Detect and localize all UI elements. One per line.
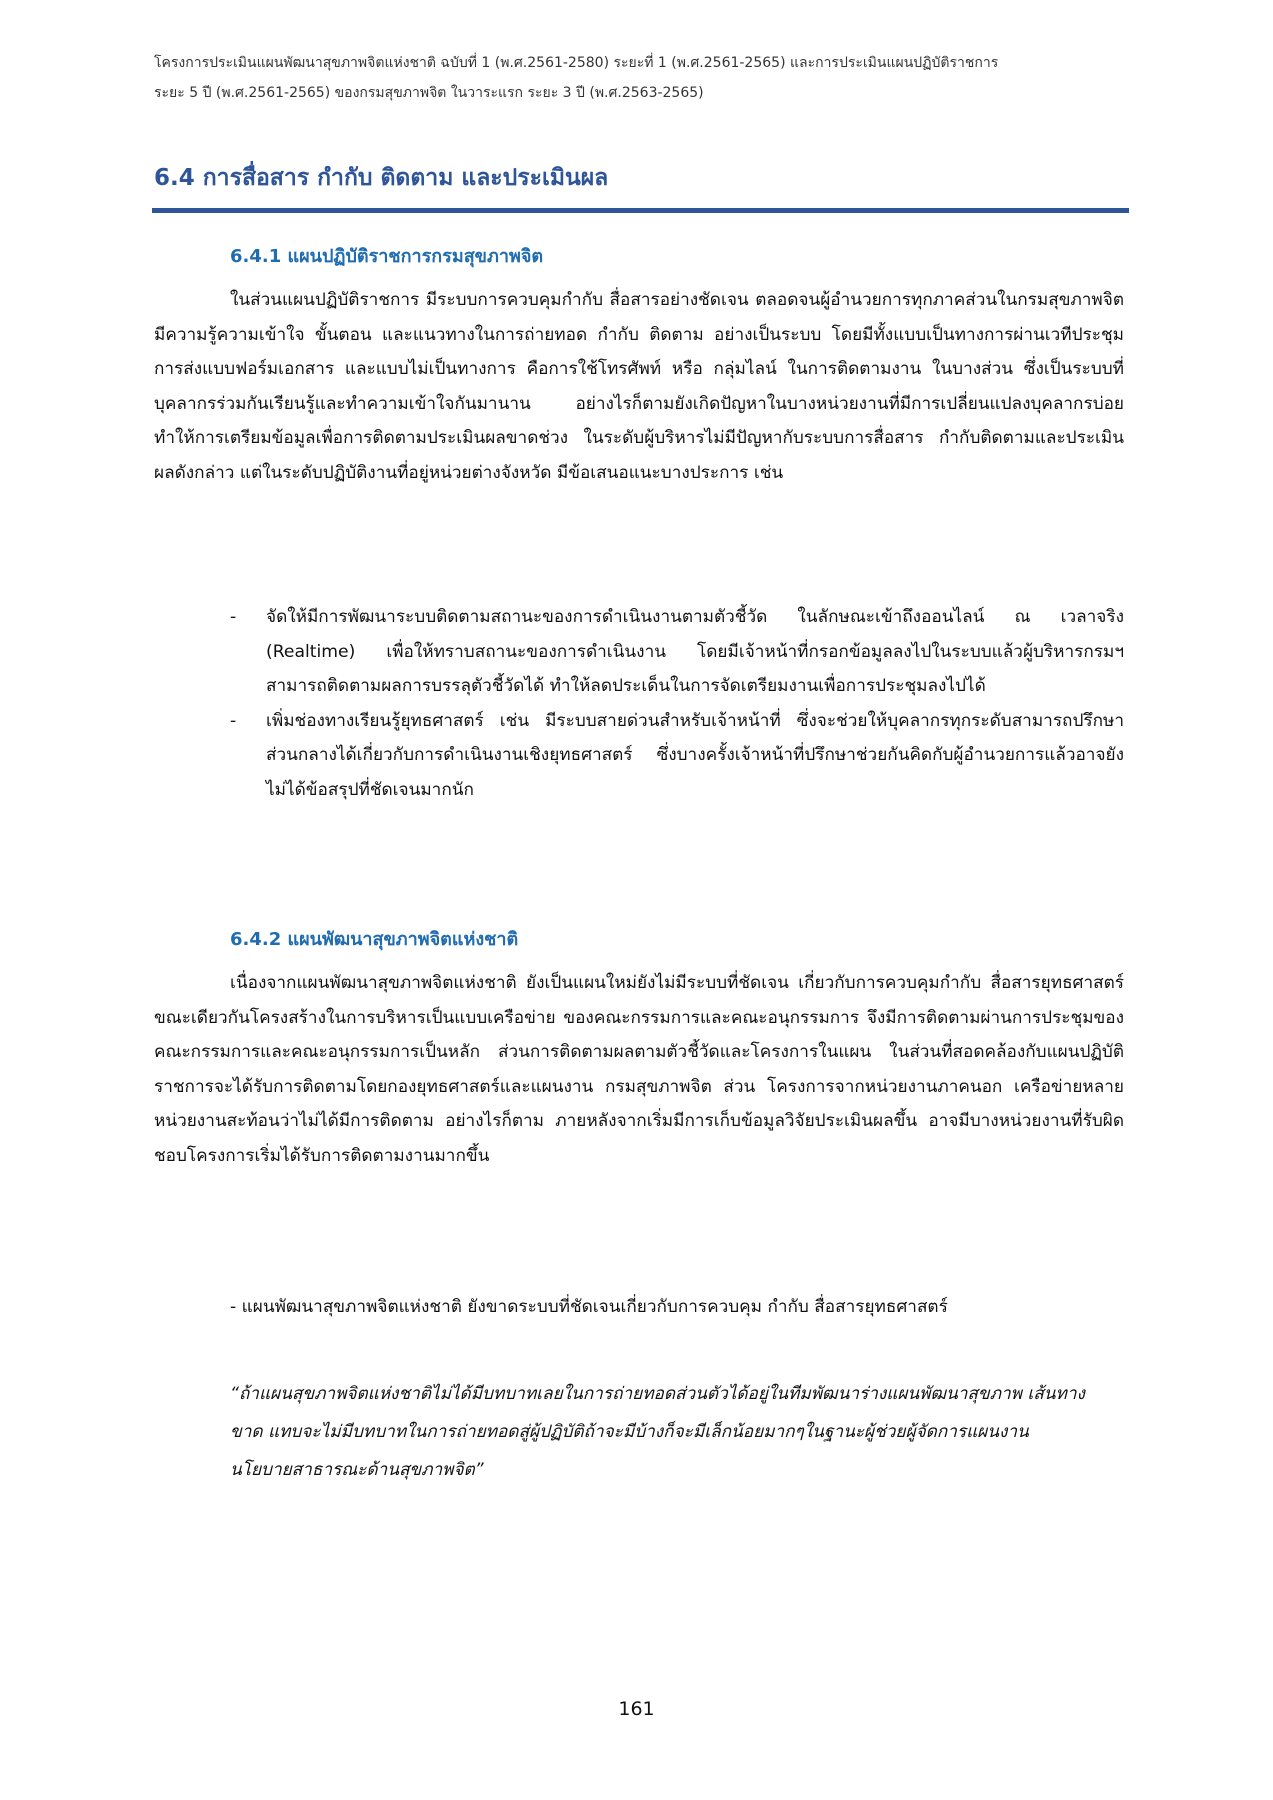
- subsection-1-paragraph: [154, 283, 1124, 490]
- subsection-2-paragraph: [154, 966, 1124, 1173]
- section-title: 6.4 การสื่อสาร กำกับ ติดตาม และประเมินผล: [154, 165, 609, 191]
- bullet-dash: -: [230, 607, 237, 627]
- bullet-text: เพิ่มช่องทางเรียนรู้ยุทธศาสตร์ เช่น มีระบบสายด่วนสำหรับเจ้าหน้าที่ ซึ่งจะช่วยให้บุคลากรทุกระดับสามารถปรึกษาส่วนกลางได้เกี่ยวกับการดำเนินงานเชิงยุทธศาสตร์ ซึ่งบางครั้งเจ้าหน้าที่ปรึกษาช่วยกันคิดกับผู้อำนวยการแล้วอาจยังไม่ได้ข้อสรุปที่ชัดเจนมากนัก: [266, 710, 1124, 800]
- running-header-line-1: โครงการประเมินแผนพัฒนาสุขภาพจิตแห่งชาติ ฉบับที่ 1 (พ.ศ.2561-2580) ระยะที่ 1 (พ.ศ.2561-2565) และการประเมินแผนปฏิบัติราชการ: [154, 55, 999, 71]
- subsection-2-paragraph-text: เนื่องจากแผนพัฒนาสุขภาพจิตแห่งชาติ ยังเป็นแผนใหม่ยังไม่มีระบบที่ชัดเจน เกี่ยวกับการควบคุมกำกับ สื่อสารยุทธศาสตร์ ขณะเดียวกันโครงสร้างในการบริหารเป็นแบบเครือข่าย ของคณะกรรมการและคณะอนุกรรมการ จึงมีการติดตามผ่านการประชุมของคณะกรรมการและคณะอนุกรรมการเป็นหลัก ส่วนการติดตามผลตามตัวชี้วัดและโครงการในแผน ในส่วนที่สอดคล้องกับแผนปฏิบัติราชการจะได้รับการติดตามโดยกองยุทธศาสตร์และแผนงาน กรมสุขภาพจิต ส่วน โครงการจากหน่วยงานภาคนอก เครือข่ายหลายหน่วยงานสะท้อนว่าไม่ได้มีการติดตาม อย่างไรก็ตาม ภายหลังจากเริ่มมีการเก็บข้อมูลวิจัยประเมินผลขึ้น อาจมีบางหน่วยงานที่รับผิดชอบโครงการเริ่มได้รับการติดตามงานมากขึ้น: [154, 973, 1124, 1166]
- page-number: 161: [618, 1698, 655, 1720]
- interview-quote: “ถ้าแผนสุขภาพจิตแห่งชาติไม่ได้มีบทบาทเลยในการถ่ายทอดส่วนตัวได้อยู่ในทีมพัฒนาร่างแผนพัฒนาสุขภาพ เส้นทางขาด แทบจะไม่มีบทบาทในการถ่ายทอดสู่ผู้ปฏิบัติถ้าจะมีบ้างก็จะมีเล็กน้อยมากๆในฐานะผู้ช่วยผู้จัดการแผนงานนโยบายสาธารณะด้านสุขภาพจิต”: [230, 1384, 1085, 1480]
- subsection-1-paragraph-text: ในส่วนแผนปฏิบัติราชการ มีระบบการควบคุมกำกับ สื่อสารอย่างชัดเจน ตลอดจนผู้อำนวยการทุกภาคส่วนในกรมสุขภาพจิตมีความรู้ความเข้าใจ ขั้นตอน และแนวทางในการถ่ายทอด กำกับ ติดตาม อย่างเป็นระบบ โดยมีทั้งแบบเป็นทางการผ่านเวทีประชุม การส่งแบบฟอร์มเอกสาร และแบบไม่เป็นทางการ คือการใช้โทรศัพท์ หรือ กลุ่มไลน์ ในการติดตามงาน ในบางส่วน ซึ่งเป็นระบบที่บุคลากรร่วมกันเรียนรู้และทำความเข้าใจกันมานาน อย่างไรก็ตามยังเกิดปัญหาในบางหน่วยงานที่มีการเปลี่ยนแปลงบุคลากรบ่อย ทำให้การเตรียมข้อมูลเพื่อการติดตามประเมินผลขาดช่วง ในระดับผู้บริหารไม่มีปัญหากับระบบการสื่อสาร กำกับติดตามและประเมินผลดังกล่าว แต่ในระดับปฏิบัติงานที่อยู่หน่วยต่างจังหวัด มีข้อเสนอแนะบางประการ เช่น: [154, 290, 1124, 483]
- running-header-line-2: ระยะ 5 ปี (พ.ศ.2561-2565) ของกรมสุขภาพจิต ในวาระแรก ระยะ 3 ปี (พ.ศ.2563-2565): [154, 85, 704, 101]
- section-divider: [152, 208, 1129, 213]
- bullet-text: จัดให้มีการพัฒนาระบบติดตามสถานะของการดำเนินงานตามตัวชี้วัด ในลักษณะเข้าถึงออนไลน์ ณ เวลาจริง (Realtime) เพื่อให้ทราบสถานะของการดำเนินงาน โดยมีเจ้าหน้าที่กรอกข้อมูลลงไปในระบบแล้วผู้บริหารกรมฯ สามารถติดตามผลการบรรลุตัวชี้วัดได้ ทำให้ลดประเด็นในการจัดเตรียมงานเพื่อการประชุมลงไปได้: [266, 607, 1124, 696]
- subsection-1-bullet-list: [230, 600, 1124, 807]
- bullet-item: [230, 704, 1124, 808]
- subsection-title-6-4-2: 6.4.2 แผนพัฒนาสุขภาพจิตแห่งชาติ: [230, 929, 519, 950]
- bullet-item: [230, 600, 1124, 704]
- subsection-2-dash-note: - แผนพัฒนาสุขภาพจิตแห่งชาติ ยังขาดระบบที่ชัดเจนเกี่ยวกับการควบคุม กำกับ สื่อสารยุทธศาสตร์: [230, 1297, 948, 1317]
- subsection-title-6-4-1: 6.4.1 แผนปฏิบัติราชการกรมสุขภาพจิต: [230, 246, 544, 267]
- running-header: [154, 48, 1114, 108]
- bullet-dash: -: [230, 710, 237, 731]
